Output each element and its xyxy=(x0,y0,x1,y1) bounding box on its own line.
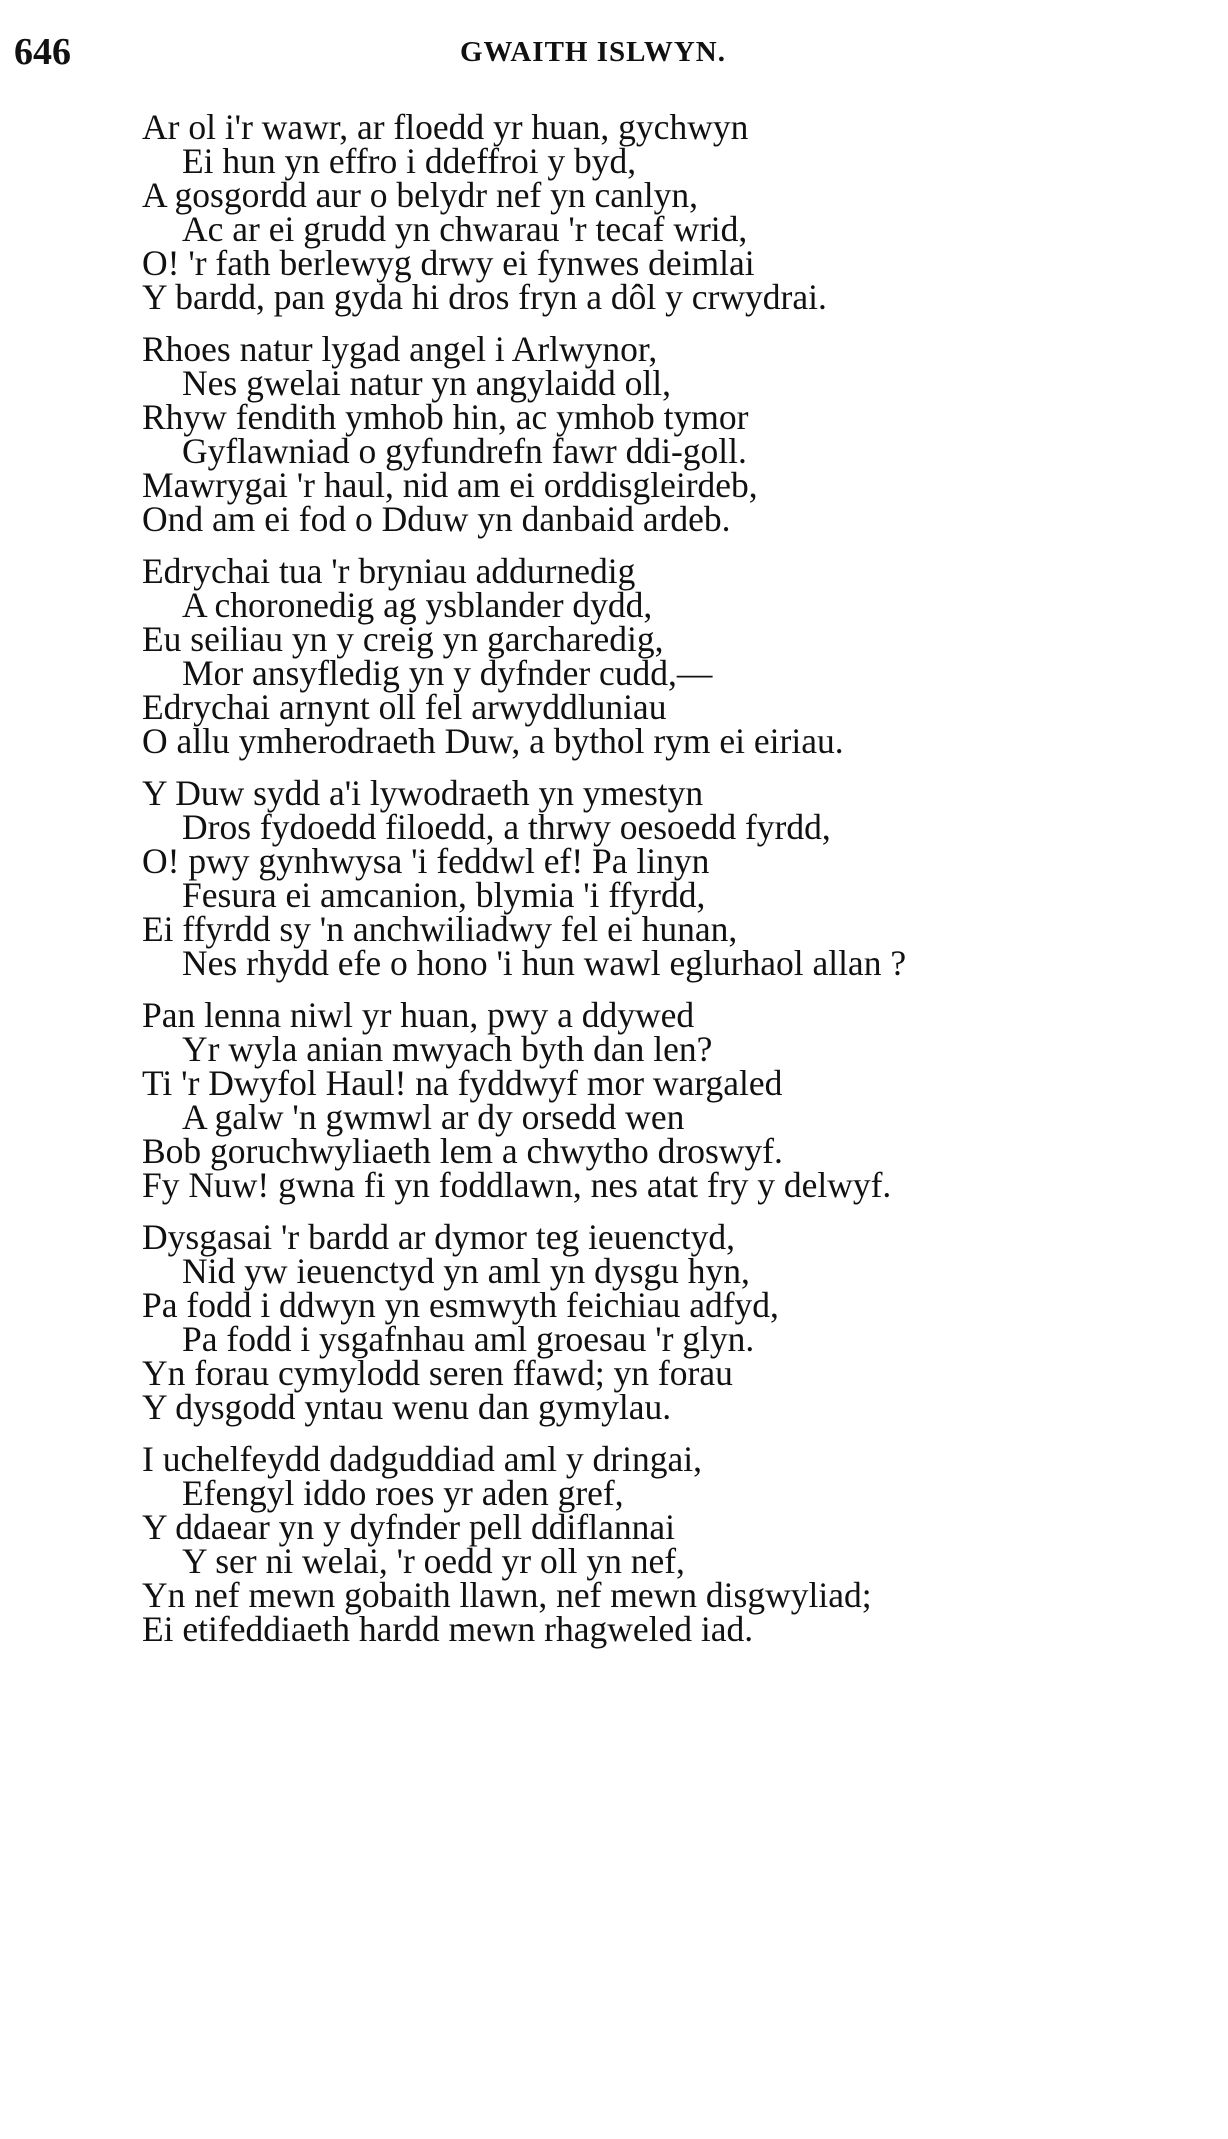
stanza xyxy=(142,773,1202,983)
stanza xyxy=(142,1439,1202,1649)
poem-line: Edrychai tua 'r bryniau addurnedig xyxy=(142,551,636,591)
poem-line: A gosgordd aur o belydr nef yn canlyn, xyxy=(142,175,699,215)
poem-line: Yr wyla anian mwyach byth dan len? xyxy=(182,1029,713,1069)
poem-line: Ei hun yn effro i ddeffroi y byd, xyxy=(182,141,637,181)
poem-line: Ti 'r Dwyfol Haul! na fyddwyf mor wargaled xyxy=(142,1063,783,1103)
poem-line: Gyflawniad o gyfundrefn fawr ddi-goll. xyxy=(182,431,747,471)
poem-line: A choronedig ag ysblander dydd, xyxy=(182,585,653,625)
poem-line: Edrychai arnynt oll fel arwyddluniau xyxy=(142,687,667,727)
poem-line: O! 'r fath berlewyg drwy ei fynwes deimlai xyxy=(142,243,755,283)
poem-line: Y dysgodd yntau wenu dan gymylau. xyxy=(142,1387,672,1427)
poem-line: Eu seiliau yn y creig yn garcharedig, xyxy=(142,619,664,659)
poem-line: Dysgasai 'r bardd ar dymor teg ieuenctyd, xyxy=(142,1217,735,1257)
poem-line: O! pwy gynhwysa 'i feddwl ef! Pa linyn xyxy=(142,841,710,881)
poem-line: Dros fydoedd filoedd, a thrwy oesoedd fyrdd, xyxy=(182,807,831,847)
poem-line: Rhyw fendith ymhob hin, ac ymhob tymor xyxy=(142,397,749,437)
poem-line: Fy Nuw! gwna fi yn foddlawn, nes atat fry y delwyf. xyxy=(142,1165,892,1205)
poem-line: Y ddaear yn y dyfnder pell ddiflannai xyxy=(142,1507,675,1547)
poem-line: Ond am ei fod o Dduw yn danbaid ardeb. xyxy=(142,499,731,539)
poem-line: Y bardd, pan gyda hi dros fryn a dôl y crwydrai. xyxy=(142,277,827,317)
poem-line: Efengyl iddo roes yr aden gref, xyxy=(182,1473,624,1513)
poem-line: Nes rhydd efe o hono 'i hun wawl eglurhaol allan ? xyxy=(182,943,907,983)
poem-line: Ei ffyrdd sy 'n anchwiliadwy fel ei hunan, xyxy=(142,909,738,949)
poem-line: Pan lenna niwl yr huan, pwy a ddywed xyxy=(142,995,695,1035)
poem-line: Ar ol i'r wawr, ar floedd yr huan, gychwyn xyxy=(142,107,749,147)
running-title: GWAITH ISLWYN. xyxy=(460,36,726,68)
poem-line: Yn nef mewn gobaith llawn, nef mewn disgwyliad; xyxy=(142,1575,872,1615)
poem-line: Nid yw ieuenctyd yn aml yn dysgu hyn, xyxy=(182,1251,750,1291)
poem-line: Nes gwelai natur yn angylaidd oll, xyxy=(182,363,671,403)
poem-body xyxy=(142,107,1202,1664)
poem-line: Rhoes natur lygad angel i Arlwynor, xyxy=(142,329,658,369)
stanza xyxy=(142,1217,1202,1427)
poem-line: O allu ymherodraeth Duw, a bythol rym ei eiriau. xyxy=(142,721,844,761)
page-header xyxy=(0,24,1228,84)
stanza xyxy=(142,995,1202,1205)
poem-line: Pa fodd i ddwyn yn esmwyth feichiau adfyd, xyxy=(142,1285,779,1325)
poem-line: I uchelfeydd dadguddiad aml y dringai, xyxy=(142,1439,702,1479)
poem-line: Y Duw sydd a'i lywodraeth yn ymestyn xyxy=(142,773,704,813)
poem-line: Fesura ei amcanion, blymia 'i ffyrdd, xyxy=(182,875,706,915)
poem-line: Yn forau cymylodd seren ffawd; yn forau xyxy=(142,1353,733,1393)
poem-line: Y ser ni welai, 'r oedd yr oll yn nef, xyxy=(182,1541,685,1581)
page-number: 646 xyxy=(14,31,71,73)
stanza xyxy=(142,551,1202,761)
stanza xyxy=(142,329,1202,539)
poem-line: Bob goruchwyliaeth lem a chwytho droswyf. xyxy=(142,1131,783,1171)
poem-line: Mor ansyfledig yn y dyfnder cudd,— xyxy=(182,653,713,693)
poem-line: Ac ar ei grudd yn chwarau 'r tecaf wrid, xyxy=(182,209,748,249)
poem-line: Pa fodd i ysgafnhau aml groesau 'r glyn. xyxy=(182,1319,755,1359)
poem-line: Ei etifeddiaeth hardd mewn rhagweled iad. xyxy=(142,1609,754,1649)
poem-line: A galw 'n gwmwl ar dy orsedd wen xyxy=(182,1097,685,1137)
stanza xyxy=(142,107,1202,317)
poem-line: Mawrygai 'r haul, nid am ei orddisgleirdeb, xyxy=(142,465,758,505)
